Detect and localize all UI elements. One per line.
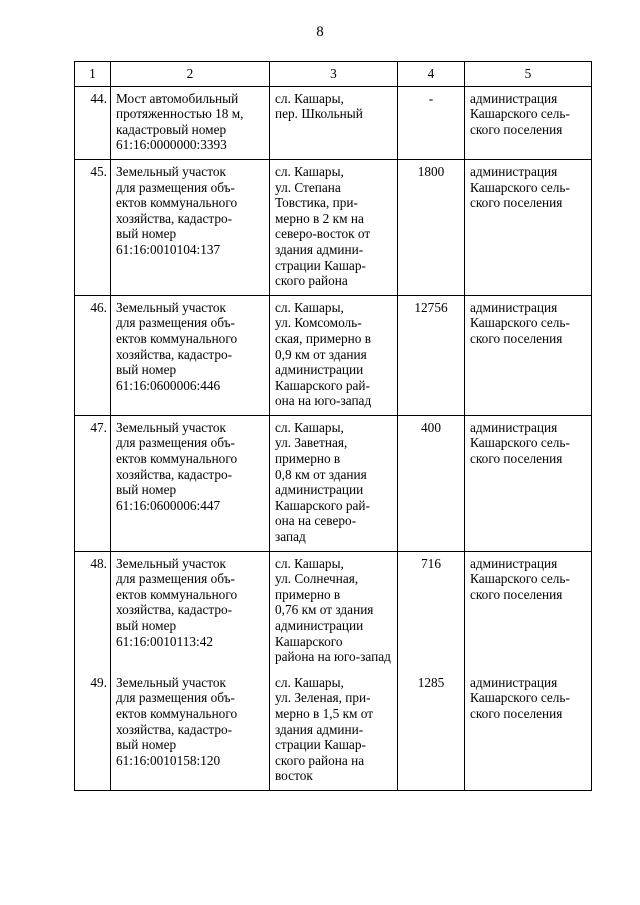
object-name-line: ектов коммунального [116,195,238,211]
object-name-line: хозяйства, кадастро- [116,602,233,618]
object-name-line: ектов коммунального [116,705,238,721]
address-cell [270,671,398,791]
address-line: Товстика, при- [275,195,358,211]
table-row [75,551,592,671]
owner-line: администрация [470,163,558,179]
object-name-line: для размещения объ- [116,179,235,195]
address-line: сл. Кашары, [275,299,344,315]
column-header: 4 [398,62,465,87]
address-line: восток [275,768,313,784]
object-name-line: хозяйства, кадастро- [116,466,233,482]
object-name-line: вый номер [116,226,177,242]
address-line: администрации [275,362,364,378]
property-registry-table [74,61,592,791]
column-header: 3 [270,62,398,87]
address-line: северо-восток от [275,226,371,242]
address-line: сл. Кашары, [275,419,344,435]
object-name-line: вый номер [116,482,177,498]
address-line: Кашарского рай- [275,497,370,513]
address-line: 0,9 км от здания [275,346,367,362]
table-body [75,62,592,791]
owner-line: ского поселения [470,195,563,211]
owner-line: администрация [470,555,558,571]
page-number: 8 [316,24,324,40]
address-line: здания админи- [275,241,364,257]
object-name-line: вый номер [116,362,177,378]
object-name-line: 61:16:0010113:42 [116,633,214,649]
owner-cell [465,159,592,295]
object-name-line: ектов коммунального [116,330,238,346]
table-row [75,86,592,159]
object-name-line: 61:16:0000000:3393 [116,137,227,153]
object-name-cell [111,295,270,415]
address-line: страции Кашар- [275,257,366,273]
address-cell [270,295,398,415]
address-line: ул. Зеленая, при- [275,690,371,706]
address-line: ул. Степана [275,179,341,195]
object-name-cell [111,415,270,551]
column-header: 5 [465,62,592,87]
table-row [75,671,592,791]
address-line: мерно в 2 км на [275,210,364,226]
owner-cell [465,295,592,415]
address-line: она на юго-запад [275,393,372,409]
address-line: сл. Кашары, [275,90,344,106]
table-header-row [75,62,592,87]
owner-cell [465,551,592,671]
object-name-line: Земельный участок [116,555,226,571]
address-line: ского района [275,273,348,289]
object-name-line: для размещения объ- [116,435,235,451]
address-line: примерно в [275,586,341,602]
address-line: Кашарского рай- [275,377,370,393]
object-name-line: Земельный участок [116,674,226,690]
address-line: 0,8 км от здания [275,466,367,482]
owner-line: Кашарского сель- [470,435,570,451]
owner-cell [465,415,592,551]
object-name-line: для размещения объ- [116,315,235,331]
table-row [75,415,592,551]
table-row [75,159,592,295]
address-line: администрации [275,482,364,498]
address-cell [270,551,398,671]
address-line: здания админи- [275,721,364,737]
object-name-line: кадастровый номер [116,121,227,137]
address-line: ул. Солнечная, [275,571,359,587]
owner-line: ского поселения [470,705,563,721]
address-line: администрации [275,618,364,633]
address-line: примерно в [275,451,341,467]
object-name-line: хозяйства, кадастро- [116,210,233,226]
address-line: ского района на [275,752,365,768]
owner-line: Кашарского сель- [470,106,570,122]
object-name-cell [111,551,270,671]
address-line: ская, примерно в [275,330,372,346]
object-name-line: ектов коммунального [116,586,238,602]
address-line: сл. Кашары, [275,163,344,179]
owner-line: администрация [470,674,558,690]
address-line: ул. Заветная, [275,435,348,451]
row-number: 48. [75,551,111,671]
area-cell: 716 [398,551,465,671]
address-line: пер. Школьный [275,106,363,122]
owner-line: ского поселения [470,586,563,602]
address-cell [270,159,398,295]
table-row [75,295,592,415]
address-line: мерно в 1,5 км от [275,705,374,721]
row-number: 45. [75,159,111,295]
owner-line: ского поселения [470,121,563,137]
owner-line: администрация [470,419,558,435]
owner-line: ского поселения [470,330,563,346]
area-cell: 400 [398,415,465,551]
owner-line: Кашарского сель- [470,690,570,706]
owner-line: Кашарского сель- [470,315,570,331]
address-line: района на юго-запад [275,649,391,665]
object-name-cell [111,86,270,159]
area-cell: 12756 [398,295,465,415]
address-line: запад [275,529,306,545]
object-name-line: 61:16:0010158:120 [116,752,221,768]
row-number: 49. [75,671,111,791]
column-header: 1 [75,62,111,87]
object-name-line: ектов коммунального [116,451,238,467]
area-cell: 1800 [398,159,465,295]
address-line: она на северо- [275,513,357,529]
column-header: 2 [111,62,270,87]
row-number: 47. [75,415,111,551]
object-name-line: вый номер [116,737,177,753]
object-name-line: Земельный участок [116,163,226,179]
object-name-line: для размещения объ- [116,690,235,706]
owner-line: Кашарского сель- [470,179,570,195]
owner-line: ского поселения [470,451,563,467]
address-line: ул. Комсомоль- [275,315,362,331]
owner-cell [465,86,592,159]
address-line: 0,76 км от здания [275,602,374,618]
object-name-line: Земельный участок [116,299,226,315]
object-name-line: вый номер [116,618,177,633]
area-cell: 1285 [398,671,465,791]
owner-cell [465,671,592,791]
object-name-line: 61:16:0600006:447 [116,497,221,513]
row-number: 44. [75,86,111,159]
row-number: 46. [75,295,111,415]
object-name-line: для размещения объ- [116,571,235,587]
area-cell: - [398,86,465,159]
object-name-line: хозяйства, кадастро- [116,346,233,362]
object-name-line: Мост автомобильный [116,90,239,106]
object-name-line: протяженностью 18 м, [116,106,244,122]
object-name-cell [111,159,270,295]
owner-line: Кашарского сель- [470,571,570,587]
owner-line: администрация [470,90,558,106]
object-name-line: 61:16:0600006:446 [116,377,221,393]
object-name-line: хозяйства, кадастро- [116,721,233,737]
object-name-cell [111,671,270,791]
address-line: Кашарского [275,633,343,649]
address-line: сл. Кашары, [275,674,344,690]
address-cell [270,86,398,159]
address-cell [270,415,398,551]
object-name-line: Земельный участок [116,419,226,435]
object-name-line: 61:16:0010104:137 [116,241,221,257]
address-line: сл. Кашары, [275,555,344,571]
address-line: страции Кашар- [275,737,366,753]
owner-line: администрация [470,299,558,315]
